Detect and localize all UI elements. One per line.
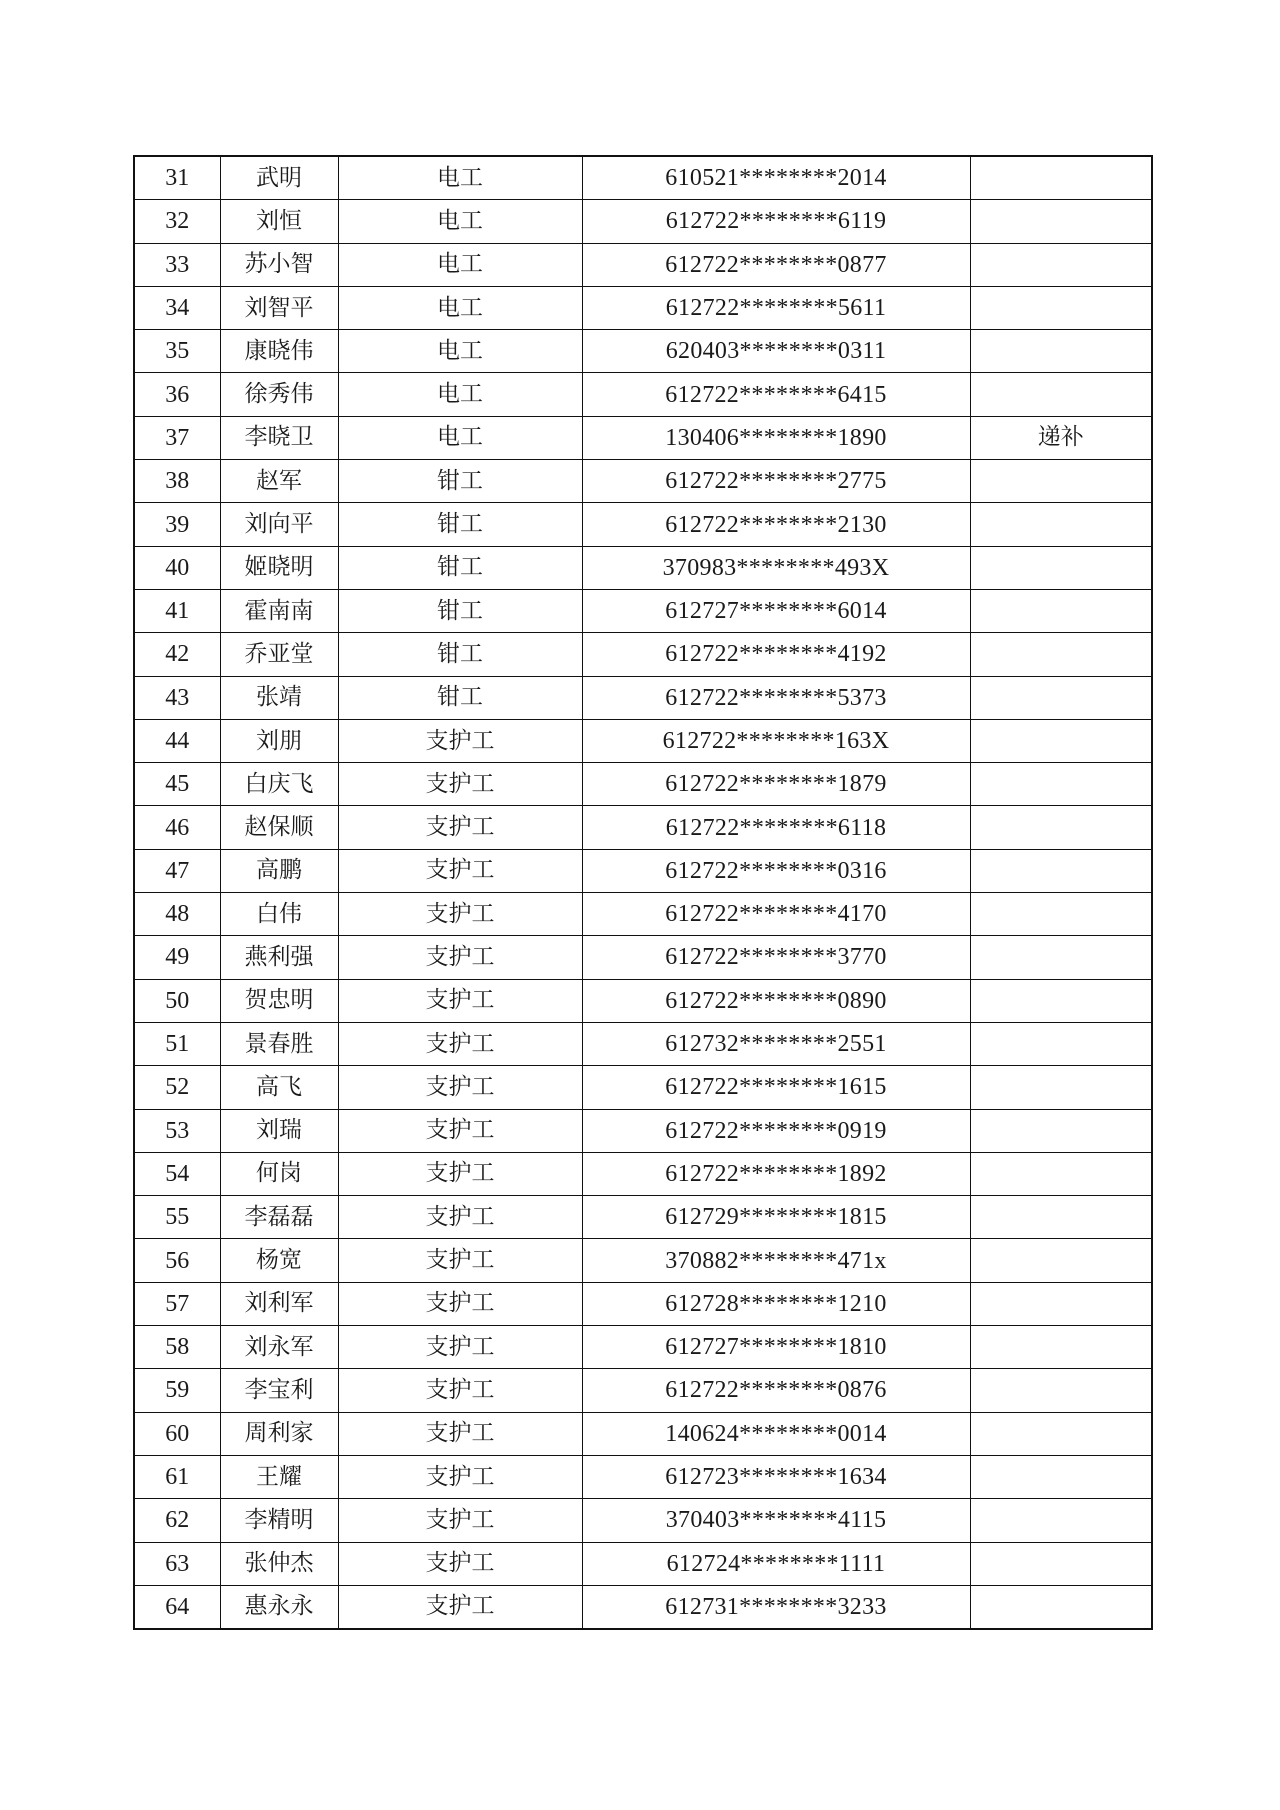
id-number-cell: 620403********0311: [582, 330, 970, 373]
table-row: [134, 589, 1152, 632]
person-name-cell: 景春胜: [220, 1022, 338, 1065]
id-number-cell: 612722********0876: [582, 1369, 970, 1412]
table-row: [134, 156, 1152, 200]
id-number-cell: 612722********1892: [582, 1152, 970, 1195]
row-number-cell: 49: [134, 936, 220, 979]
row-number-cell: 48: [134, 893, 220, 936]
id-number-cell: 612722********2130: [582, 503, 970, 546]
row-number-cell: 31: [134, 156, 220, 200]
remark-cell: [970, 1109, 1152, 1152]
remark-cell: [970, 546, 1152, 589]
person-name-cell: 白庆飞: [220, 763, 338, 806]
row-number-cell: 56: [134, 1239, 220, 1282]
person-name-cell: 康晓伟: [220, 330, 338, 373]
person-name-cell: 霍南南: [220, 589, 338, 632]
id-number-cell: 612729********1815: [582, 1196, 970, 1239]
id-number-cell: 612731********3233: [582, 1585, 970, 1629]
id-number-cell: 612722********6119: [582, 200, 970, 243]
table-row: [134, 936, 1152, 979]
person-name-cell: 白伟: [220, 893, 338, 936]
table-row: [134, 763, 1152, 806]
person-name-cell: 张靖: [220, 676, 338, 719]
remark-cell: [970, 633, 1152, 676]
trade-type-cell: 支护工: [338, 806, 582, 849]
trade-type-cell: 钳工: [338, 633, 582, 676]
id-number-cell: 370403********4115: [582, 1499, 970, 1542]
table-row: [134, 849, 1152, 892]
table-row: [134, 719, 1152, 762]
row-number-cell: 54: [134, 1152, 220, 1195]
remark-cell: [970, 849, 1152, 892]
remark-cell: [970, 1585, 1152, 1629]
remark-cell: [970, 330, 1152, 373]
table-row: [134, 460, 1152, 503]
row-number-cell: 47: [134, 849, 220, 892]
id-number-cell: 612722********5373: [582, 676, 970, 719]
person-name-cell: 徐秀伟: [220, 373, 338, 416]
id-number-cell: 612722********1615: [582, 1066, 970, 1109]
remark-cell: [970, 589, 1152, 632]
remark-cell: [970, 1326, 1152, 1369]
person-name-cell: 武明: [220, 156, 338, 200]
remark-cell: 递补: [970, 416, 1152, 459]
id-number-cell: 612722********4192: [582, 633, 970, 676]
person-name-cell: 李精明: [220, 1499, 338, 1542]
id-number-cell: 612723********1634: [582, 1455, 970, 1498]
remark-cell: [970, 1066, 1152, 1109]
id-number-cell: 612722********0919: [582, 1109, 970, 1152]
id-number-cell: 612722********4170: [582, 893, 970, 936]
row-number-cell: 39: [134, 503, 220, 546]
table-row: [134, 1585, 1152, 1629]
person-name-cell: 刘瑞: [220, 1109, 338, 1152]
trade-type-cell: 支护工: [338, 1326, 582, 1369]
row-number-cell: 60: [134, 1412, 220, 1455]
person-name-cell: 李磊磊: [220, 1196, 338, 1239]
id-number-cell: 370882********471x: [582, 1239, 970, 1282]
table-row: [134, 1542, 1152, 1585]
trade-type-cell: 支护工: [338, 1499, 582, 1542]
trade-type-cell: 支护工: [338, 1239, 582, 1282]
table-row: [134, 546, 1152, 589]
table-row: [134, 979, 1152, 1022]
person-name-cell: 刘朋: [220, 719, 338, 762]
table-row: [134, 416, 1152, 459]
row-number-cell: 64: [134, 1585, 220, 1629]
table-row: [134, 1455, 1152, 1498]
remark-cell: [970, 373, 1152, 416]
row-number-cell: 50: [134, 979, 220, 1022]
table-row: [134, 243, 1152, 286]
table-row: [134, 1499, 1152, 1542]
row-number-cell: 41: [134, 589, 220, 632]
trade-type-cell: 钳工: [338, 546, 582, 589]
remark-cell: [970, 936, 1152, 979]
row-number-cell: 34: [134, 286, 220, 329]
remark-cell: [970, 893, 1152, 936]
id-number-cell: 612722********6118: [582, 806, 970, 849]
person-name-cell: 刘利军: [220, 1282, 338, 1325]
person-name-cell: 李晓卫: [220, 416, 338, 459]
table-row: [134, 676, 1152, 719]
id-number-cell: 130406********1890: [582, 416, 970, 459]
row-number-cell: 44: [134, 719, 220, 762]
id-number-cell: 612728********1210: [582, 1282, 970, 1325]
row-number-cell: 37: [134, 416, 220, 459]
person-name-cell: 周利家: [220, 1412, 338, 1455]
id-number-cell: 612722********0877: [582, 243, 970, 286]
row-number-cell: 36: [134, 373, 220, 416]
table-row: [134, 1239, 1152, 1282]
table-row: [134, 1196, 1152, 1239]
row-number-cell: 32: [134, 200, 220, 243]
remark-cell: [970, 1022, 1152, 1065]
person-name-cell: 赵军: [220, 460, 338, 503]
remark-cell: [970, 1542, 1152, 1585]
trade-type-cell: 电工: [338, 200, 582, 243]
table-row: [134, 1109, 1152, 1152]
row-number-cell: 38: [134, 460, 220, 503]
id-number-cell: 612722********163X: [582, 719, 970, 762]
remark-cell: [970, 979, 1152, 1022]
person-name-cell: 杨宽: [220, 1239, 338, 1282]
trade-type-cell: 支护工: [338, 1152, 582, 1195]
row-number-cell: 42: [134, 633, 220, 676]
table-row: [134, 373, 1152, 416]
trade-type-cell: 电工: [338, 156, 582, 200]
remark-cell: [970, 1239, 1152, 1282]
row-number-cell: 43: [134, 676, 220, 719]
row-number-cell: 35: [134, 330, 220, 373]
row-number-cell: 57: [134, 1282, 220, 1325]
id-number-cell: 612727********1810: [582, 1326, 970, 1369]
id-number-cell: 612732********2551: [582, 1022, 970, 1065]
table-row: [134, 1066, 1152, 1109]
person-name-cell: 赵保顺: [220, 806, 338, 849]
person-name-cell: 刘恒: [220, 200, 338, 243]
row-number-cell: 40: [134, 546, 220, 589]
table-row: [134, 330, 1152, 373]
trade-type-cell: 电工: [338, 416, 582, 459]
row-number-cell: 53: [134, 1109, 220, 1152]
remark-cell: [970, 503, 1152, 546]
id-number-cell: 140624********0014: [582, 1412, 970, 1455]
table-row: [134, 286, 1152, 329]
trade-type-cell: 支护工: [338, 1542, 582, 1585]
trade-type-cell: 支护工: [338, 1022, 582, 1065]
person-name-cell: 高鹏: [220, 849, 338, 892]
remark-cell: [970, 243, 1152, 286]
remark-cell: [970, 806, 1152, 849]
person-name-cell: 高飞: [220, 1066, 338, 1109]
remark-cell: [970, 156, 1152, 200]
row-number-cell: 61: [134, 1455, 220, 1498]
table-row: [134, 1326, 1152, 1369]
trade-type-cell: 钳工: [338, 676, 582, 719]
remark-cell: [970, 1196, 1152, 1239]
person-name-cell: 燕利强: [220, 936, 338, 979]
table-row: [134, 1152, 1152, 1195]
person-name-cell: 刘永军: [220, 1326, 338, 1369]
id-number-cell: 612722********0316: [582, 849, 970, 892]
row-number-cell: 45: [134, 763, 220, 806]
person-name-cell: 乔亚堂: [220, 633, 338, 676]
trade-type-cell: 支护工: [338, 1196, 582, 1239]
trade-type-cell: 支护工: [338, 1109, 582, 1152]
remark-cell: [970, 1412, 1152, 1455]
remark-cell: [970, 1499, 1152, 1542]
trade-type-cell: 钳工: [338, 589, 582, 632]
trade-type-cell: 钳工: [338, 460, 582, 503]
id-number-cell: 612727********6014: [582, 589, 970, 632]
remark-cell: [970, 1282, 1152, 1325]
remark-cell: [970, 200, 1152, 243]
id-number-cell: 370983********493X: [582, 546, 970, 589]
table-row: [134, 893, 1152, 936]
id-number-cell: 612724********1111: [582, 1542, 970, 1585]
table-row: [134, 806, 1152, 849]
remark-cell: [970, 1455, 1152, 1498]
trade-type-cell: 支护工: [338, 1369, 582, 1412]
person-name-cell: 刘智平: [220, 286, 338, 329]
trade-type-cell: 支护工: [338, 719, 582, 762]
trade-type-cell: 支护工: [338, 893, 582, 936]
remark-cell: [970, 460, 1152, 503]
row-number-cell: 59: [134, 1369, 220, 1412]
trade-type-cell: 电工: [338, 373, 582, 416]
table-row: [134, 503, 1152, 546]
remark-cell: [970, 719, 1152, 762]
person-name-cell: 何岗: [220, 1152, 338, 1195]
person-name-cell: 李宝利: [220, 1369, 338, 1412]
row-number-cell: 51: [134, 1022, 220, 1065]
id-number-cell: 612722********2775: [582, 460, 970, 503]
trade-type-cell: 支护工: [338, 1066, 582, 1109]
table-row: [134, 633, 1152, 676]
row-number-cell: 63: [134, 1542, 220, 1585]
person-name-cell: 贺忠明: [220, 979, 338, 1022]
roster-body: [134, 156, 1152, 1629]
row-number-cell: 33: [134, 243, 220, 286]
id-number-cell: 610521********2014: [582, 156, 970, 200]
table-row: [134, 1022, 1152, 1065]
row-number-cell: 52: [134, 1066, 220, 1109]
remark-cell: [970, 676, 1152, 719]
remark-cell: [970, 1152, 1152, 1195]
roster-table: [133, 155, 1153, 1630]
person-name-cell: 刘向平: [220, 503, 338, 546]
person-name-cell: 惠永永: [220, 1585, 338, 1629]
table-row: [134, 1369, 1152, 1412]
table-row: [134, 1282, 1152, 1325]
trade-type-cell: 支护工: [338, 1412, 582, 1455]
remark-cell: [970, 1369, 1152, 1412]
trade-type-cell: 电工: [338, 330, 582, 373]
id-number-cell: 612722********1879: [582, 763, 970, 806]
table-row: [134, 200, 1152, 243]
table-row: [134, 1412, 1152, 1455]
trade-type-cell: 支护工: [338, 763, 582, 806]
trade-type-cell: 支护工: [338, 1282, 582, 1325]
id-number-cell: 612722********5611: [582, 286, 970, 329]
trade-type-cell: 电工: [338, 243, 582, 286]
person-name-cell: 张仲杰: [220, 1542, 338, 1585]
id-number-cell: 612722********0890: [582, 979, 970, 1022]
trade-type-cell: 钳工: [338, 503, 582, 546]
row-number-cell: 46: [134, 806, 220, 849]
trade-type-cell: 电工: [338, 286, 582, 329]
trade-type-cell: 支护工: [338, 1455, 582, 1498]
person-name-cell: 苏小智: [220, 243, 338, 286]
remark-cell: [970, 763, 1152, 806]
id-number-cell: 612722********3770: [582, 936, 970, 979]
row-number-cell: 58: [134, 1326, 220, 1369]
row-number-cell: 55: [134, 1196, 220, 1239]
trade-type-cell: 支护工: [338, 936, 582, 979]
person-name-cell: 姬晓明: [220, 546, 338, 589]
trade-type-cell: 支护工: [338, 1585, 582, 1629]
person-name-cell: 王耀: [220, 1455, 338, 1498]
trade-type-cell: 支护工: [338, 849, 582, 892]
id-number-cell: 612722********6415: [582, 373, 970, 416]
row-number-cell: 62: [134, 1499, 220, 1542]
remark-cell: [970, 286, 1152, 329]
trade-type-cell: 支护工: [338, 979, 582, 1022]
